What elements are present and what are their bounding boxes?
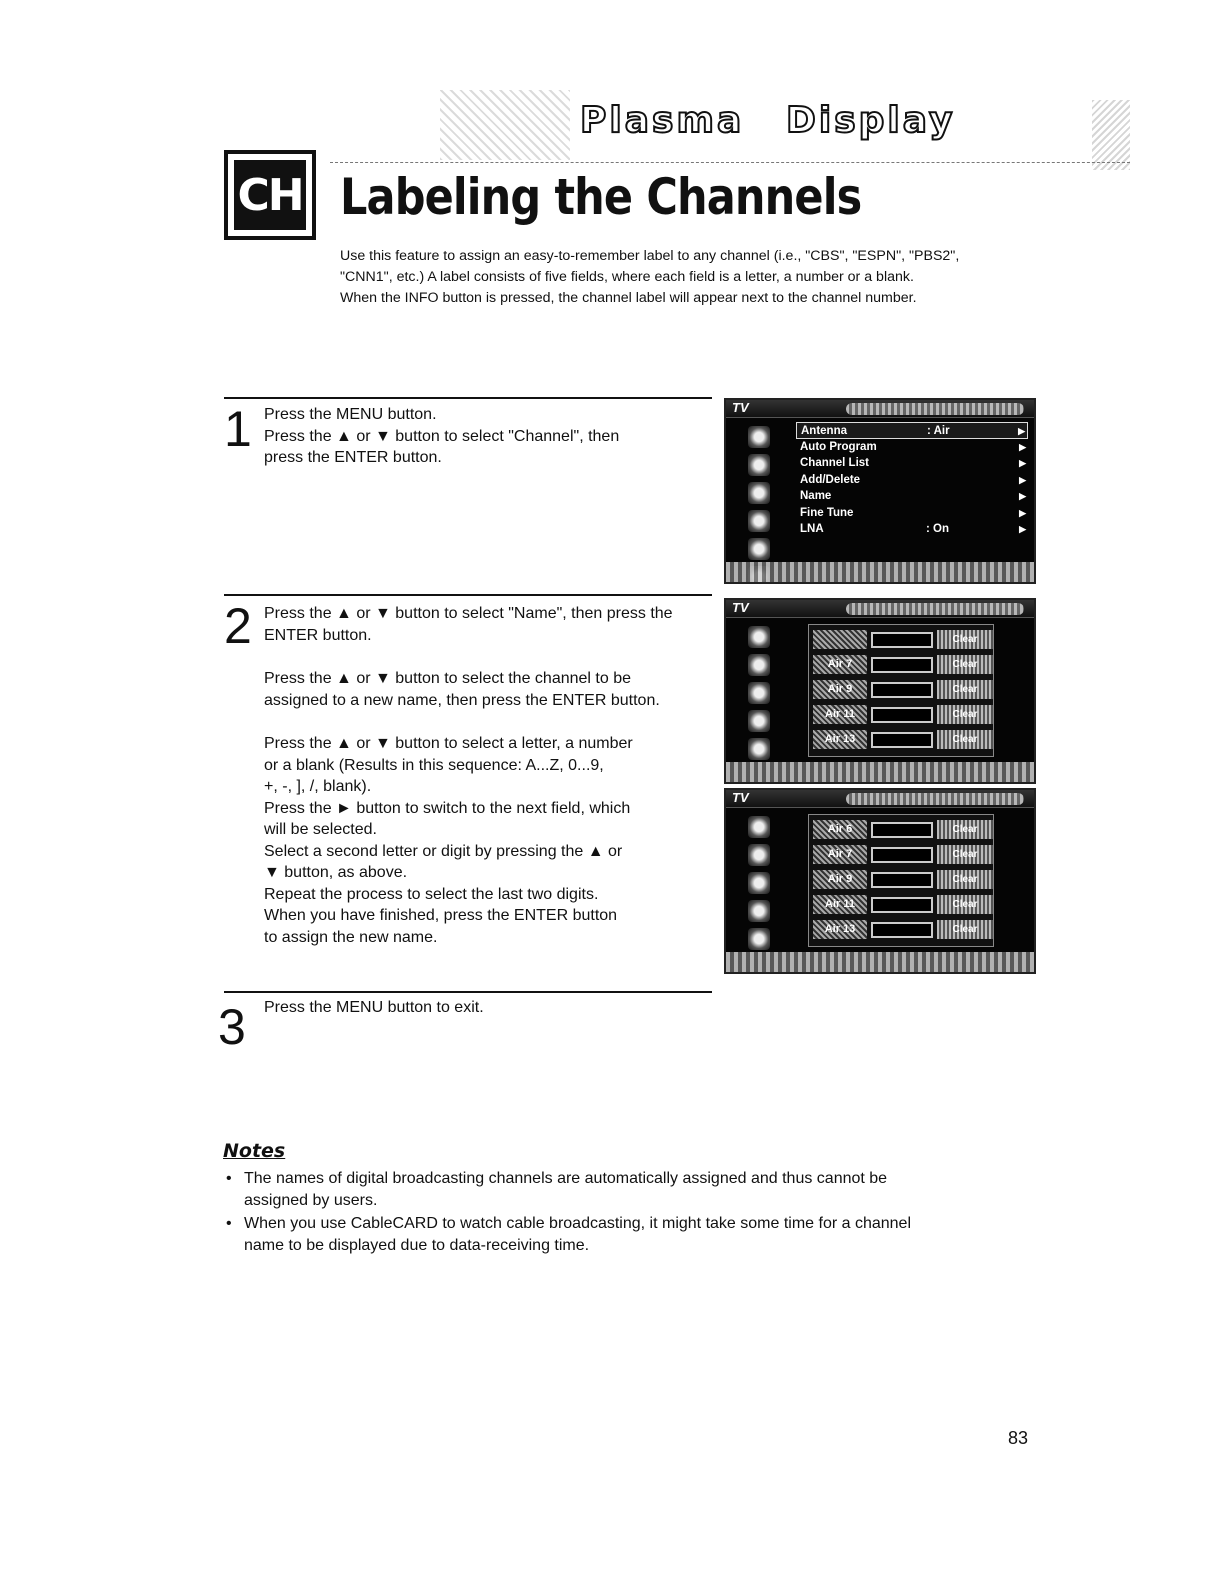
channel-name-edit-screenshot [724,788,1036,974]
corner-decoration [1092,100,1130,170]
name-field[interactable] [871,847,933,863]
step-2-number: 2 [224,598,252,654]
step-3-number: 3 [218,999,246,1055]
screen-title-bar [726,400,1034,418]
arrow-right-icon: ▶ [1018,426,1025,436]
step-line: assigned to a new name, then press the ENTER button. [264,691,660,709]
clear-button[interactable]: Clear [937,920,993,939]
note-line: • The names of digital broadcasting channels are automatically assigned and thus cannot be [244,1170,888,1187]
menu-heading-bar [846,793,1024,805]
channel-name-row[interactable]: Air 7 Clear [813,653,989,676]
name-field[interactable] [871,682,933,698]
clear-button[interactable]: Clear [937,895,993,914]
step-line: Press the ▲ or ▼ button to select the channel to be [264,670,631,687]
clear-button[interactable]: Clear [937,730,993,749]
banner-word-plasma: Plasma [580,100,745,141]
channel-name-row[interactable]: Air 7 Clear [813,843,989,866]
name-field[interactable] [871,822,933,838]
clear-button[interactable]: Clear [937,870,993,889]
clear-button[interactable]: Clear [937,680,993,699]
menu-item-auto-program[interactable]: Auto Program ▶ [796,439,1028,456]
name-field[interactable] [871,897,933,913]
channel-name-row[interactable]: Air 13 Clear [813,728,989,751]
channel-name-row[interactable]: Air 11 Clear [813,703,989,726]
name-field[interactable] [871,732,933,748]
page-number: 83 [1008,1428,1029,1448]
intro-line: "CNN1", etc.) A label consists of five fields, where each field is a letter, a number or a blank. [340,269,914,285]
step-2-divider [224,594,712,596]
step-3-divider [224,991,712,993]
intro-line: When the INFO button is pressed, the channel label will appear next to the channel number. [340,290,917,306]
name-field[interactable] [871,872,933,888]
note-item [224,1168,1024,1211]
channel-name-rows [808,624,994,757]
plasma-display-banner [560,96,1020,146]
clear-button[interactable]: Clear [937,705,993,724]
menu-side-icons [744,626,774,766]
step-line: ENTER button. [264,626,372,644]
channel-name-row[interactable] [813,628,989,651]
menu-item-fine-tune[interactable]: Fine Tune ▶ [796,505,1028,522]
arrow-right-icon: ▶ [1019,507,1026,518]
notes-title: Notes [223,1140,286,1162]
step-2-text [264,603,716,948]
step-line: Select a second letter or digit by pressing the ▲ or [264,842,623,860]
channel-menu [796,422,1028,538]
clear-button[interactable]: Clear [937,630,993,649]
name-field[interactable] [871,707,933,723]
channel-name-row[interactable]: Air 9 Clear [813,868,989,891]
step-line: will be selected. [264,821,377,838]
step-line: to assign the new name. [264,928,438,946]
step-line: press the ENTER button. [264,449,442,466]
step-1-number: 1 [224,401,252,457]
menu-heading-bar [846,603,1024,615]
channel-name-row[interactable]: Air 11 Clear [813,893,989,916]
step-line: Press the ▲ or ▼ button to select "Name", then press the [264,605,673,622]
note-item [224,1213,1024,1256]
menu-item-antenna[interactable]: Antenna : Air ▶ [796,422,1028,439]
name-field[interactable] [871,632,933,648]
step-line: Press the ▲ or ▼ button to select "Channel", then [264,427,620,445]
step-line: Press the MENU button. [264,406,437,423]
channel-name-list-screenshot [724,598,1036,784]
note-line: • When you use CableCARD to watch cable broadcasting, it might take some time for a channel [244,1215,911,1232]
page-title: Labeling the Channels [340,168,862,226]
screen-help-bar [726,762,1034,782]
ch-badge-icon [224,150,316,240]
arrow-right-icon: ▶ [1019,458,1026,468]
menu-heading-bar [846,403,1024,415]
menu-item-add-delete[interactable]: Add/Delete ▶ [796,472,1028,489]
menu-item-lna[interactable]: LNA : On ▶ [796,521,1028,538]
arrow-right-icon: ▶ [1019,491,1026,501]
step-3-text [264,997,714,1019]
channel-name-row[interactable]: Air 9 Clear [813,678,989,701]
arrow-right-icon: ▶ [1019,524,1026,534]
menu-item-channel-list[interactable]: Channel List ▶ [796,455,1028,472]
menu-side-icons [744,816,774,956]
screen-help-bar [726,952,1034,972]
banner-divider [330,162,1130,163]
tv-label: TV [732,790,749,805]
name-field[interactable] [871,922,933,938]
step-line: When you have finished, press the ENTER button [264,907,618,924]
clear-button[interactable]: Clear [937,845,993,864]
banner-word-display: Display [786,100,956,141]
screen-help-bar [726,562,1034,582]
ch-badge-label: CH [234,160,306,230]
banner-decoration [440,90,570,160]
note-line: name to be displayed due to data-receiving time. [244,1236,590,1254]
tv-label: TV [732,600,749,615]
step-1-divider [224,397,712,399]
notes-list [224,1168,1024,1258]
channel-name-row[interactable]: Air 6 Clear [813,818,989,841]
clear-button[interactable]: Clear [937,655,993,674]
channel-name-rows [808,814,994,947]
screen-title-bar [726,600,1034,618]
step-1-text [264,404,714,469]
note-line: assigned by users. [244,1191,378,1209]
menu-item-name[interactable]: Name ▶ [796,488,1028,505]
step-line: Repeat the process to select the last two digits. [264,885,599,903]
step-line: +, -, ], /, blank). [264,778,372,795]
channel-menu-screenshot [724,398,1036,584]
step-line: or a blank (Results in this sequence: A...Z, 0...9, [264,756,604,774]
menu-side-icons [744,426,774,584]
screen-title-bar [726,790,1034,808]
clear-button[interactable]: Clear [937,820,993,839]
arrow-right-icon: ▶ [1019,441,1026,452]
intro-line: Use this feature to assign an easy-to-remember label to any channel (i.e., "CBS", "ESPN", "PBS2", [340,248,960,264]
arrow-right-icon: ▶ [1019,474,1026,485]
step-line: ▼ button, as above. [264,864,408,881]
step-line: Press the ▲ or ▼ button to select a letter, a number [264,735,633,752]
intro-paragraph [340,246,1040,309]
channel-name-row[interactable]: Air 13 Clear [813,918,989,941]
tv-label: TV [732,400,749,415]
name-field[interactable] [871,657,933,673]
step-line: Press the ► button to switch to the next field, which [264,799,631,817]
step-line: Press the MENU button to exit. [264,999,484,1016]
